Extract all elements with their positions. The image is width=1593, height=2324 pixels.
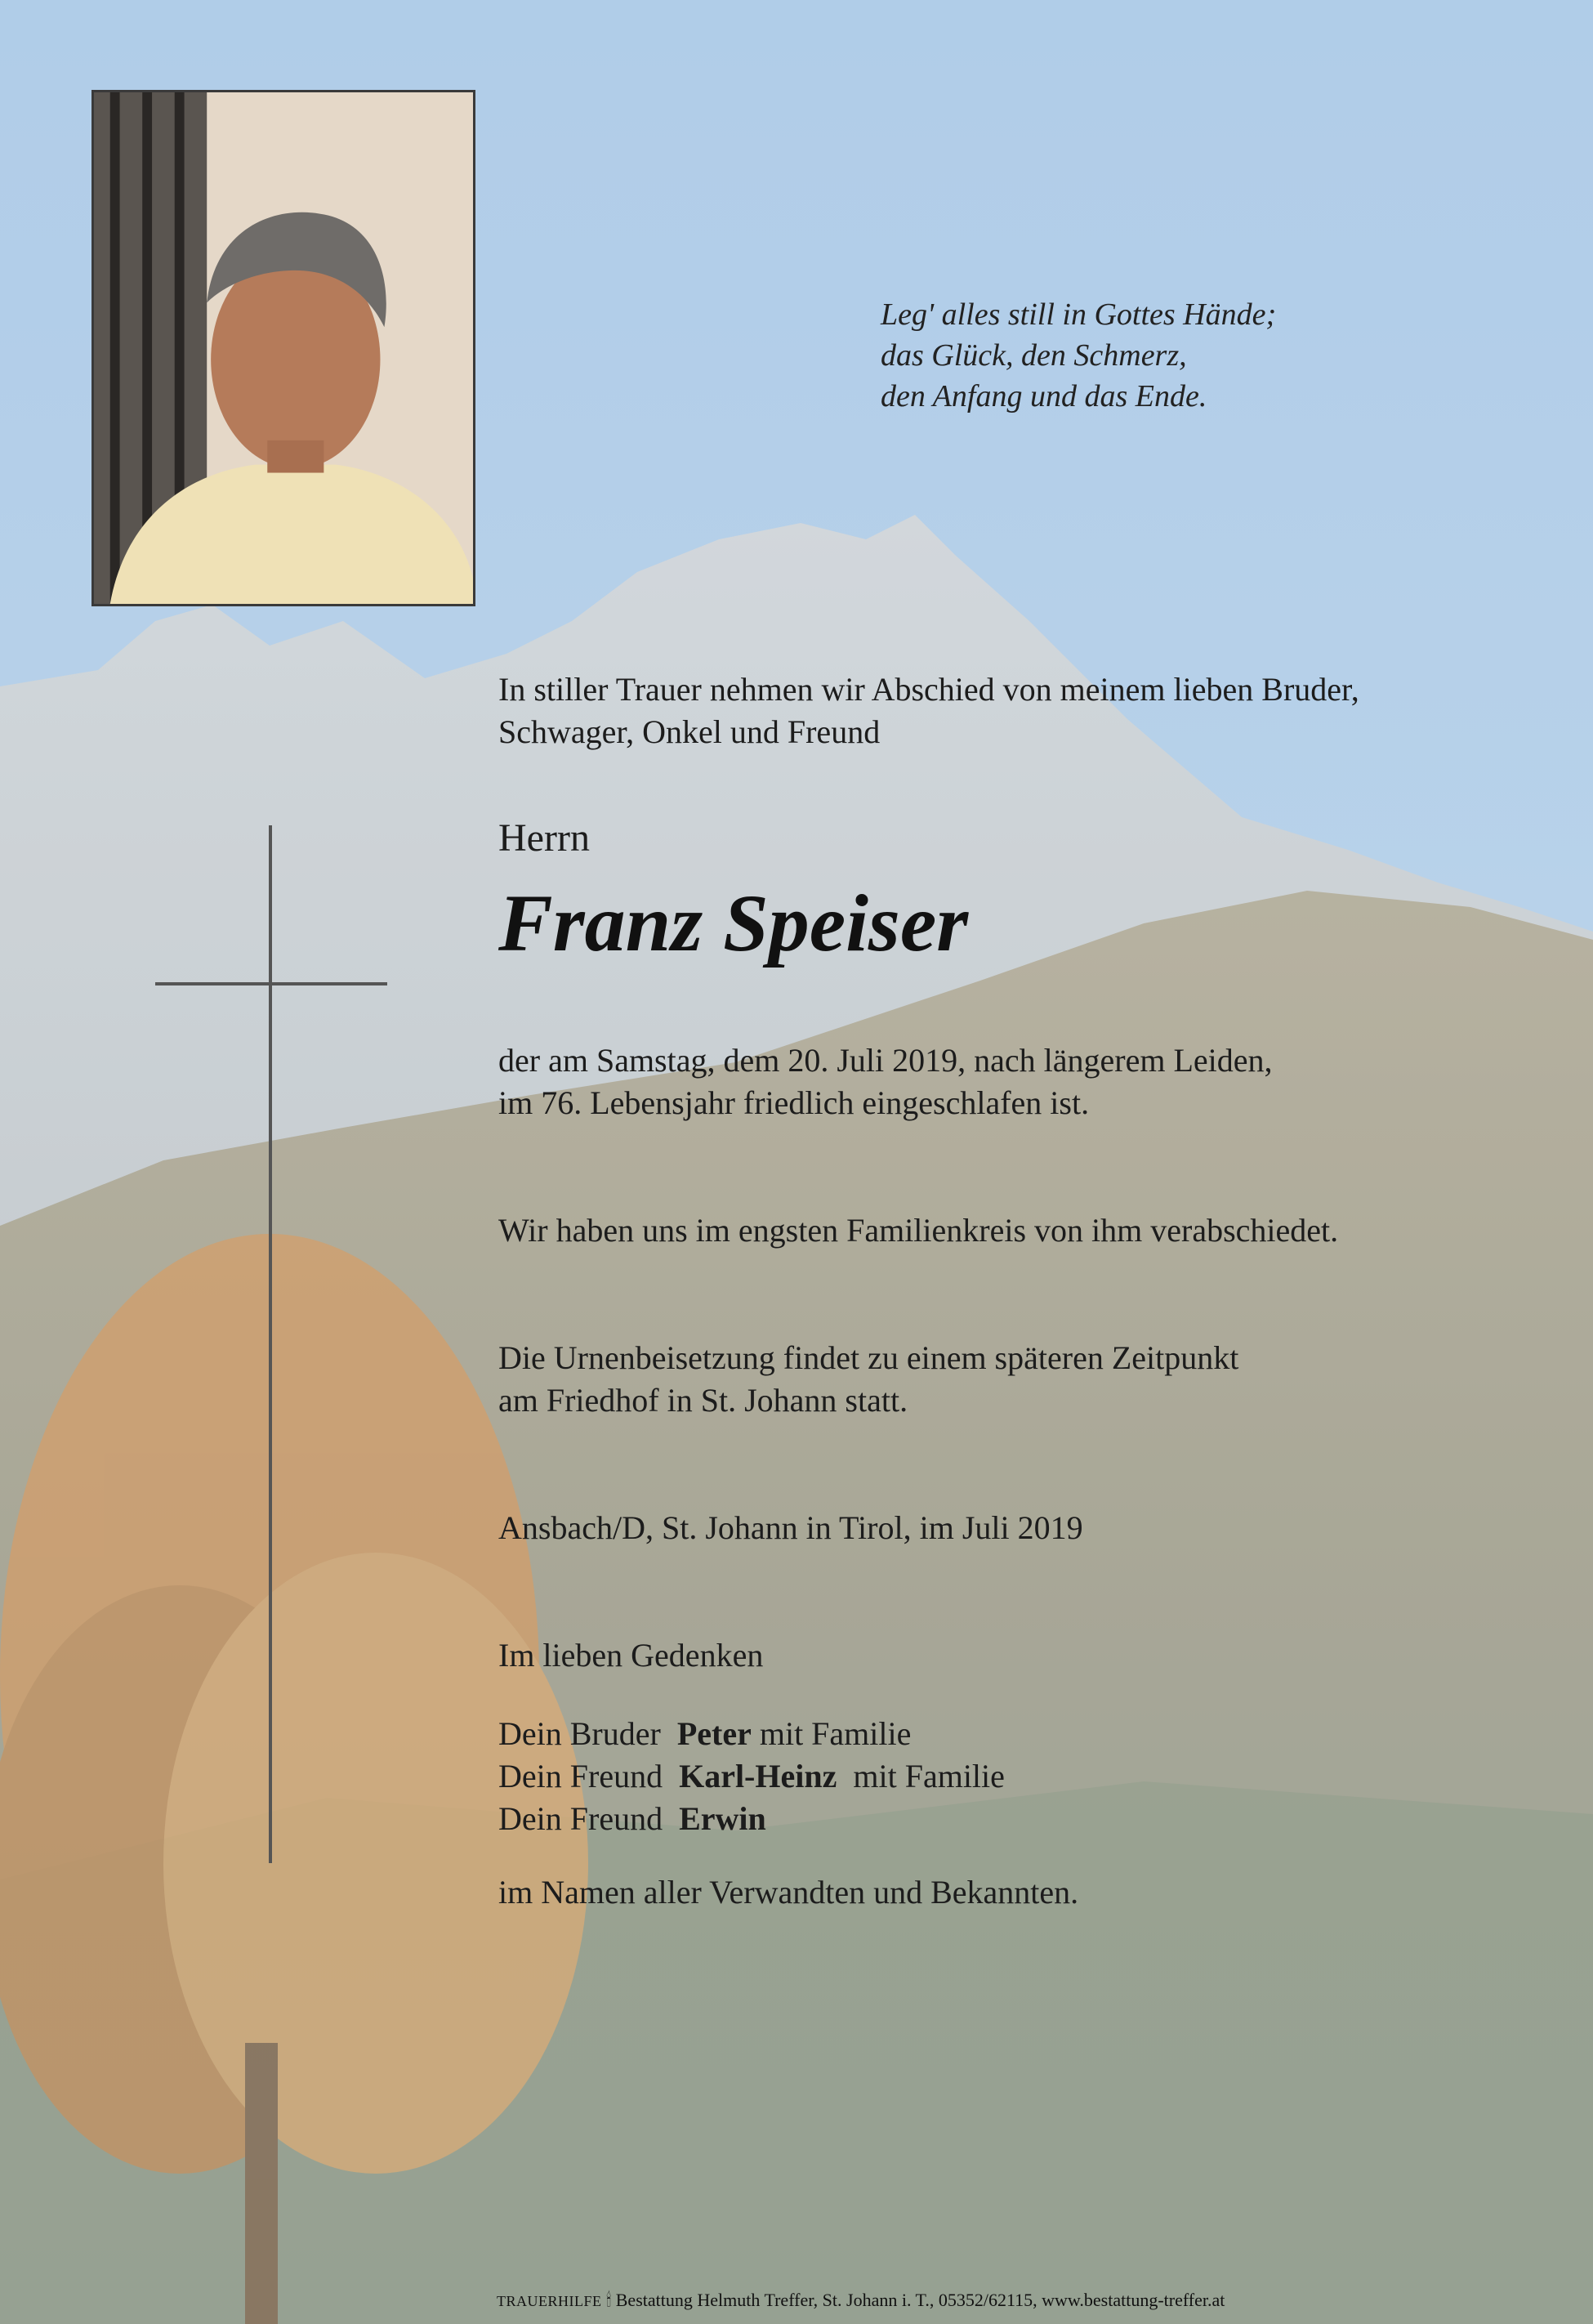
quote-line: den Anfang und das Ende. [881,379,1207,413]
portrait-photo [91,90,475,606]
mourner-name: Peter [676,1715,752,1752]
intro-line: Schwager, Onkel und Freund [498,713,881,750]
salutation: Herrn [498,816,590,860]
closing-text: im Namen aller Verwandten und Bekannten. [498,1874,1079,1911]
candle-icon: 🕯 [606,2290,612,2310]
mourner-relation: Dein Freund [498,1758,663,1794]
mourner-row [498,1755,1005,1798]
footer-brand: TRAUERHILFE [497,2293,602,2309]
memory-heading: Im lieben Gedenken [498,1637,764,1674]
mourner-name: Erwin [679,1800,766,1837]
place-date: Ansbach/D, St. Johann in Tirol, im Juli 2019 [498,1509,1083,1546]
burial-line: am Friedhof in St. Johann statt. [498,1382,908,1419]
quote-line: Leg' alles still in Gottes Hände; [881,297,1277,332]
cross-horizontal-bar [155,982,387,985]
burial-line: Die Urnenbeisetzung findet zu einem späteren Zeitpunkt [498,1339,1239,1376]
intro-line: In stiller Trauer nehmen wir Abschied von meinem lieben Bruder, [498,671,1359,708]
footer [497,2290,1225,2311]
mourner-relation: Dein Bruder [498,1715,661,1752]
mourner-relation: Dein Freund [498,1800,663,1837]
mourner-suffix: mit Familie [759,1715,912,1752]
death-line: im 76. Lebensjahr friedlich eingeschlafen ist. [498,1084,1090,1121]
quote-block [881,294,1276,417]
mourner-row [498,1798,766,1840]
quote-line: das Glück, den Schmerz, [881,338,1187,373]
mourner-suffix: mit Familie [853,1758,1005,1794]
farewell-text: Wir haben uns im engsten Familienkreis von ihm verabschiedet. [498,1212,1339,1249]
death-line: der am Samstag, dem 20. Juli 2019, nach längerem Leiden, [498,1042,1273,1079]
mourner-name: Karl-Heinz [679,1758,837,1794]
mourner-row [498,1713,911,1755]
cross-vertical-bar [269,825,272,1863]
deceased-name: Franz Speiser [498,878,969,968]
footer-text: Bestattung Helmuth Treffer, St. Johann i. T., 05352/62115, www.bestattung-treffer.at [615,2290,1225,2310]
